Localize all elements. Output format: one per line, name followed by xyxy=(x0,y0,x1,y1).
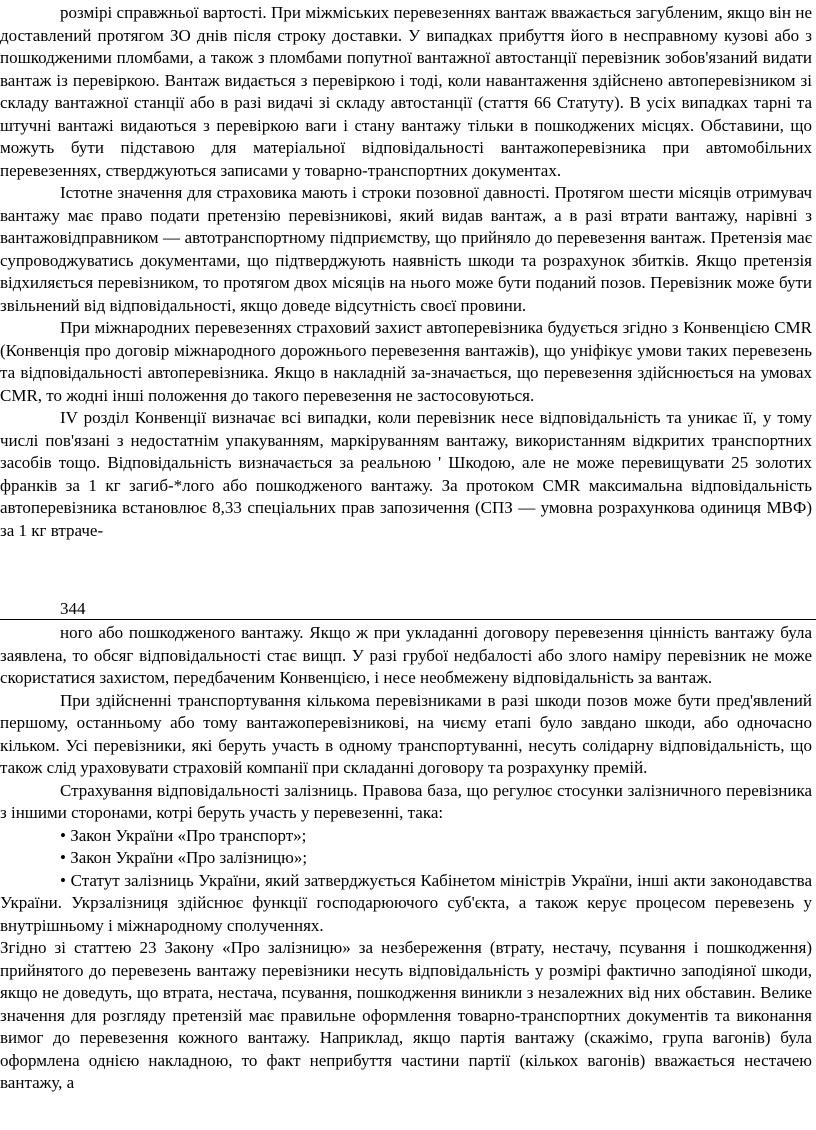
paragraph: розмірі справжньої вартості. При міжміських перевезеннях вантаж вважається загубленим, якщо він не доставлений протягом ЗО днів після строку доставки. У випадках прибуття його в несправному кузові або з пошкодженими пломбами, а також з пломбами попутної вантажної автостанції перевізник зобов'язаний видати вантаж із перевіркою. Вантаж видається з перевіркою і тоді, коли навантаження здійснено автоперевізником зі складу вантажної станції або в разі видачі зі складу автостанції (стаття 66 Статуту). В усіх випадках тарні та штучні вантажі видаються з перевіркою ваги і стану вантажу тільки в пошкоджених місцях. Обставини, що можуть бути підставою для матеріальної відповідальності вантажоперевізника при автомобільних перевезеннях, стверджуються записами у товарно-транспортних документах. xyxy=(0,3,812,180)
upper-page-text xyxy=(0,2,816,542)
paragraph: Страхування відповідальності залізниць. Правова база, що регулює стосунки залізничного перевізника з іншими сторонами, котрі беруть участь у перевезенні, така: xyxy=(0,780,812,822)
bullet-item: • Статут залізниць України, який затверджується Кабінетом міністрів України, інші акти законодавства України. Укрзалізниця здійснює функції господарюючого суб'єкта, а також керує процесом перевезень у внутрішньому і міжнародному сполученнях. xyxy=(0,870,812,935)
page-number: 344 xyxy=(60,599,86,618)
lower-page-text xyxy=(0,622,816,1095)
bullet-item: • Закон України «Про транспорт»; xyxy=(60,825,307,845)
paragraph: При здійсненні транспортування кількома перевізниками в разі шкоди позов може бути пред'явлений першому, останньому або тому вантажоперевізникові, на чиєму етапі було завдано шкоди, або одночасно кільком. Усі перевізники, які беруть участь в одному транспортуванні, несуть солідарну відповідальність, що також слід ураховувати страховій компанії при складанні договору та розрахунку премій. xyxy=(0,690,812,777)
paragraph: IV розділ Конвенції визначає всі випадки, коли перевізник несе відповідальність та уникає її, у тому числі пов'язані з недостатнім упакуванням, маркіруванням вантажу, використанням відкритих транспортних засобів тощо. Відповідальність визначається за реальною ' Шкодою, але не може перевищувати 25 золотих франків за 1 кг загиб-*лого або пошкодженого вантажу. За протоком CMR максимальна відповідальність автоперевізника встановлює 8,33 спеціальних прав запозичення (СПЗ — умовна розрахункова одиниця МВФ) за 1 кг втраче- xyxy=(0,408,812,540)
paragraph: При міжнародних перевезеннях страховий захист автоперевізника будується згідно з Конвенцією CMR (Конвенція про договір міжнародного дорожнього перевезення вантажів), що уніфікує умови таких перевезень та відповідальності автоперевізника. Якщо в накладній за-значається, що перевезення здійснюється на умовах CMR, то жодні інші положення до такого перевезення не застосовуються. xyxy=(0,318,812,405)
paragraph: ного або пошкодженого вантажу. Якщо ж при укладанні договору перевезення цінність вантажу була заявлена, то обсяг відповідальності стає вищп. У разі грубої недбалості або злого наміру перевізник не може скористатися захистом, передбаченим Конвенцією, і несе необмежену відповідальність за вантаж. xyxy=(0,623,812,687)
paragraph: Істотне значення для страховика мають і строки позовної давності. Протягом шести місяців отримувач вантажу має право подати претензію перевізникові, який видав вантаж, а в разі втрати вантажу, нарівні з вантажовідправником — автотранспортному підприємству, що прийняло до перевезення вантаж. Претензія має супроводжуватись документами, що підтверджують наявність шкоди та розрахунок збитків. Якщо претензія відхиляється перевізником, то протягом двох місяців на нього може бути поданий позов. Перевізник може бути звільнений від відповідальності, якщо доведе відсутність своєї провини. xyxy=(0,183,812,315)
bullet-item: • Закон України «Про залізницю»; xyxy=(60,848,308,867)
paragraph: Згідно зі статтею 23 Закону «Про залізницю» за незбереження (втрату, нестачу, псування і пошкодження) прийнятого до перевезень вантажу перевізники несуть відповідальність у розмірі фактично заподіяної шкоди, якщо не доведуть, що втрата, нестача, псування, пошкодження виникли з незалежних від них обставин. Велике значення для розгляду претензій має правильне оформлення товарно-транспортних документів та виконання вимог до перевезення кожного вантажу. Наприклад, якщо партія вантажу (скажімо, група вагонів) була оформлена однією накладною, то факт неприбуття частини партії (кількох вагонів) вважається нестачею вантажу, а xyxy=(0,938,812,1092)
page-divider xyxy=(0,619,816,620)
